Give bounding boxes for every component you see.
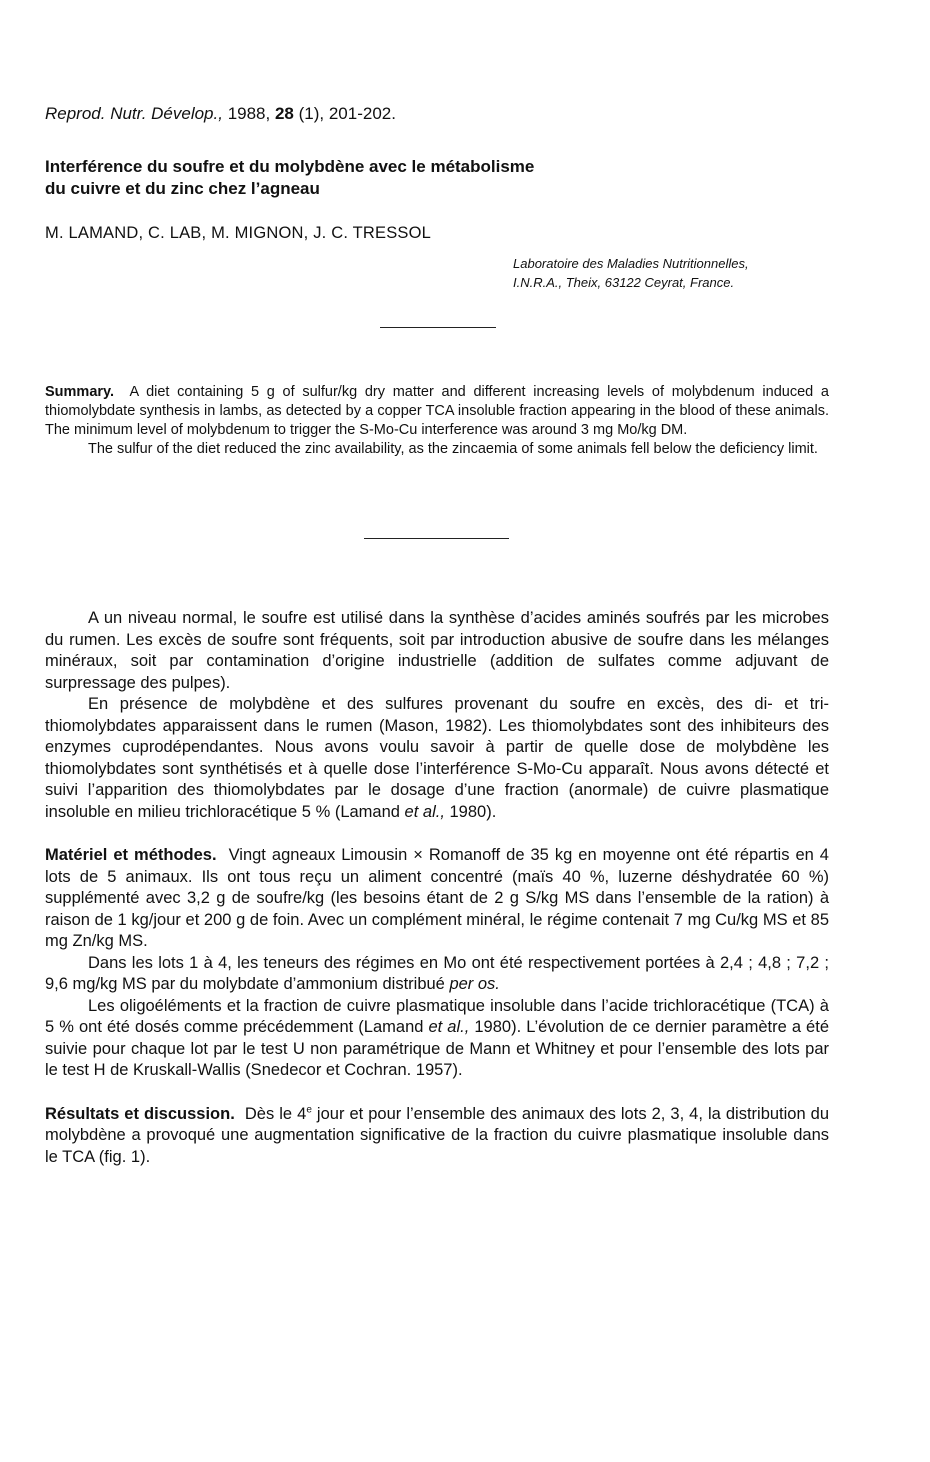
results-text-b: jour et pour l’ensemble des animaux des lots 2, 3, 4, la distribution du molybdène a provoqué une augmentation significative de la fraction du cuivre plasmatique insoluble dans le TCA (fig. 1). — [45, 1104, 830, 1166]
intro-paragraph-2 — [45, 694, 829, 823]
authors: M. LAMAND, C. LAB, M. MIGNON, J. C. TRESSOL — [45, 224, 432, 242]
journal-year: 1988, — [227, 104, 271, 123]
summary-paragraph-1 — [45, 383, 829, 440]
affiliation — [513, 254, 853, 292]
methods-paragraph-1 — [45, 845, 829, 953]
methods-text-3: Les oligoéléments et la fraction de cuivre plasmatique insoluble dans l’acide trichloracétique (TCA) à 5 % ont été dosés comme précédemment (Lamand — [45, 996, 829, 1036]
article-body — [45, 608, 829, 1168]
methods-text-1: Vingt agneaux Limousin × Romanoff de 35 kg en moyenne ont été répartis en 4 lots de 5 animaux. Ils ont tous reçu un aliment concentré (maïs 40 %, luzerne déshydratée 60 %) supplémenté avec 3,2 g de soufre/kg (les besoins étant de 2 g S/kg MS dans l’ensemble de la ration) à raison de 1 kg/jour et 200 g de foin. Avec un complément minéral, le régime contenait 7 mg Cu/kg MS et 85 mg Zn/kg MS. — [45, 846, 829, 950]
summary-text-2: The sulfur of the diet reduced the zinc availability, as the zincaemia of some animals fell below the deficiency limit. — [88, 441, 818, 457]
results-text-a: Dès le 4 — [244, 1104, 307, 1123]
article-title — [45, 156, 865, 200]
affiliation-line2: I.N.R.A., Theix, 63122 Ceyrat, France. — [513, 275, 735, 290]
journal-name: Reprod. Nutr. Dévelop., — [45, 104, 223, 123]
methods-paragraph-2 — [45, 953, 829, 996]
intro-paragraph-2-end: 1980). — [449, 802, 497, 821]
summary-block — [45, 383, 829, 459]
divider-bottom — [364, 538, 509, 539]
summary-text-1: A diet containing 5 g of sulfur/kg dry matter and different increasing levels of molybdenum induced a thiomolybdate synthesis in lambs, as detected by a copper TCA insoluble fraction appearing in the blood of these animals. The minimum level of molybdenum to trigger the S-Mo-Cu interference was around 3 mg Mo/kg DM. — [45, 384, 829, 438]
journal-volume: 28 — [274, 104, 294, 123]
journal-citation — [45, 104, 396, 124]
summary-paragraph-2 — [45, 440, 829, 459]
article-title-line2: du cuivre et du zinc chez l’agneau — [45, 179, 320, 198]
methods-heading: Matériel et méthodes. — [45, 846, 217, 864]
summary-heading: Summary. — [45, 384, 115, 400]
article-title-line1: Interférence du soufre et du molybdène avec le métabolisme — [45, 157, 535, 176]
methods-per-os: per os. — [449, 975, 500, 993]
methods-text-3-end: 1980). L’évolution de ce dernier paramètre a été suivie pour chaque lot par le test U non paramétrique de Mann et Whitney et pour l’ensemble des lots par le test H de Kruskall-Wallis (Snedecor et Cochran. 1957). — [45, 1018, 829, 1079]
methods-paragraph-3 — [45, 996, 829, 1082]
intro-paragraph-2-text: En présence de molybdène et des sulfures provenant du soufre en excès, des di- et tri-thiomolybdates apparaissent dans le rumen (Mason, 1982). Les thiomolybdates sont des inhibiteurs des enzymes cuprodépendantes. Nous avons voulu savoir à partir de quelle dose de molybdène les thiomolybdates sont synthétisés et à quelle dose l’interférence S-Mo-Cu apparaît. Nous avons détecté et suivi l’apparition des thiomolybdates par le dosage d’une fraction (anormale) de cuivre plasmatique insoluble en milieu trichloracétique 5 % (Lamand — [45, 695, 829, 821]
divider-top — [380, 327, 496, 328]
affiliation-line1: Laboratoire des Maladies Nutritionnelles, — [513, 256, 749, 271]
intro-etal: et al., — [404, 802, 445, 821]
journal-issue-pages: (1), 201-202. — [298, 104, 396, 123]
results-paragraph-1 — [45, 1104, 829, 1169]
methods-etal: et al., — [428, 1018, 470, 1036]
methods-text-2: Dans les lots 1 à 4, les teneurs des régimes en Mo ont été respectivement portées à 2,4 ; 4,8 ; 7,2 ; 9,6 mg/kg MS par du molybdate d’ammonium distribué — [45, 953, 829, 993]
intro-paragraph-1: A un niveau normal, le soufre est utilisé dans la synthèse d’acides aminés soufrés par les microbes du rumen. Les excès de soufre sont fréquents, soit par introduction abusive de soufre dans les mélanges minéraux, soit par contamination d’origine industrielle (addition de sulfates comme adjuvant de surpressage des pulpes). — [45, 609, 829, 692]
results-heading: Résultats et discussion. — [45, 1104, 235, 1123]
results-superscript: e — [306, 1104, 312, 1115]
